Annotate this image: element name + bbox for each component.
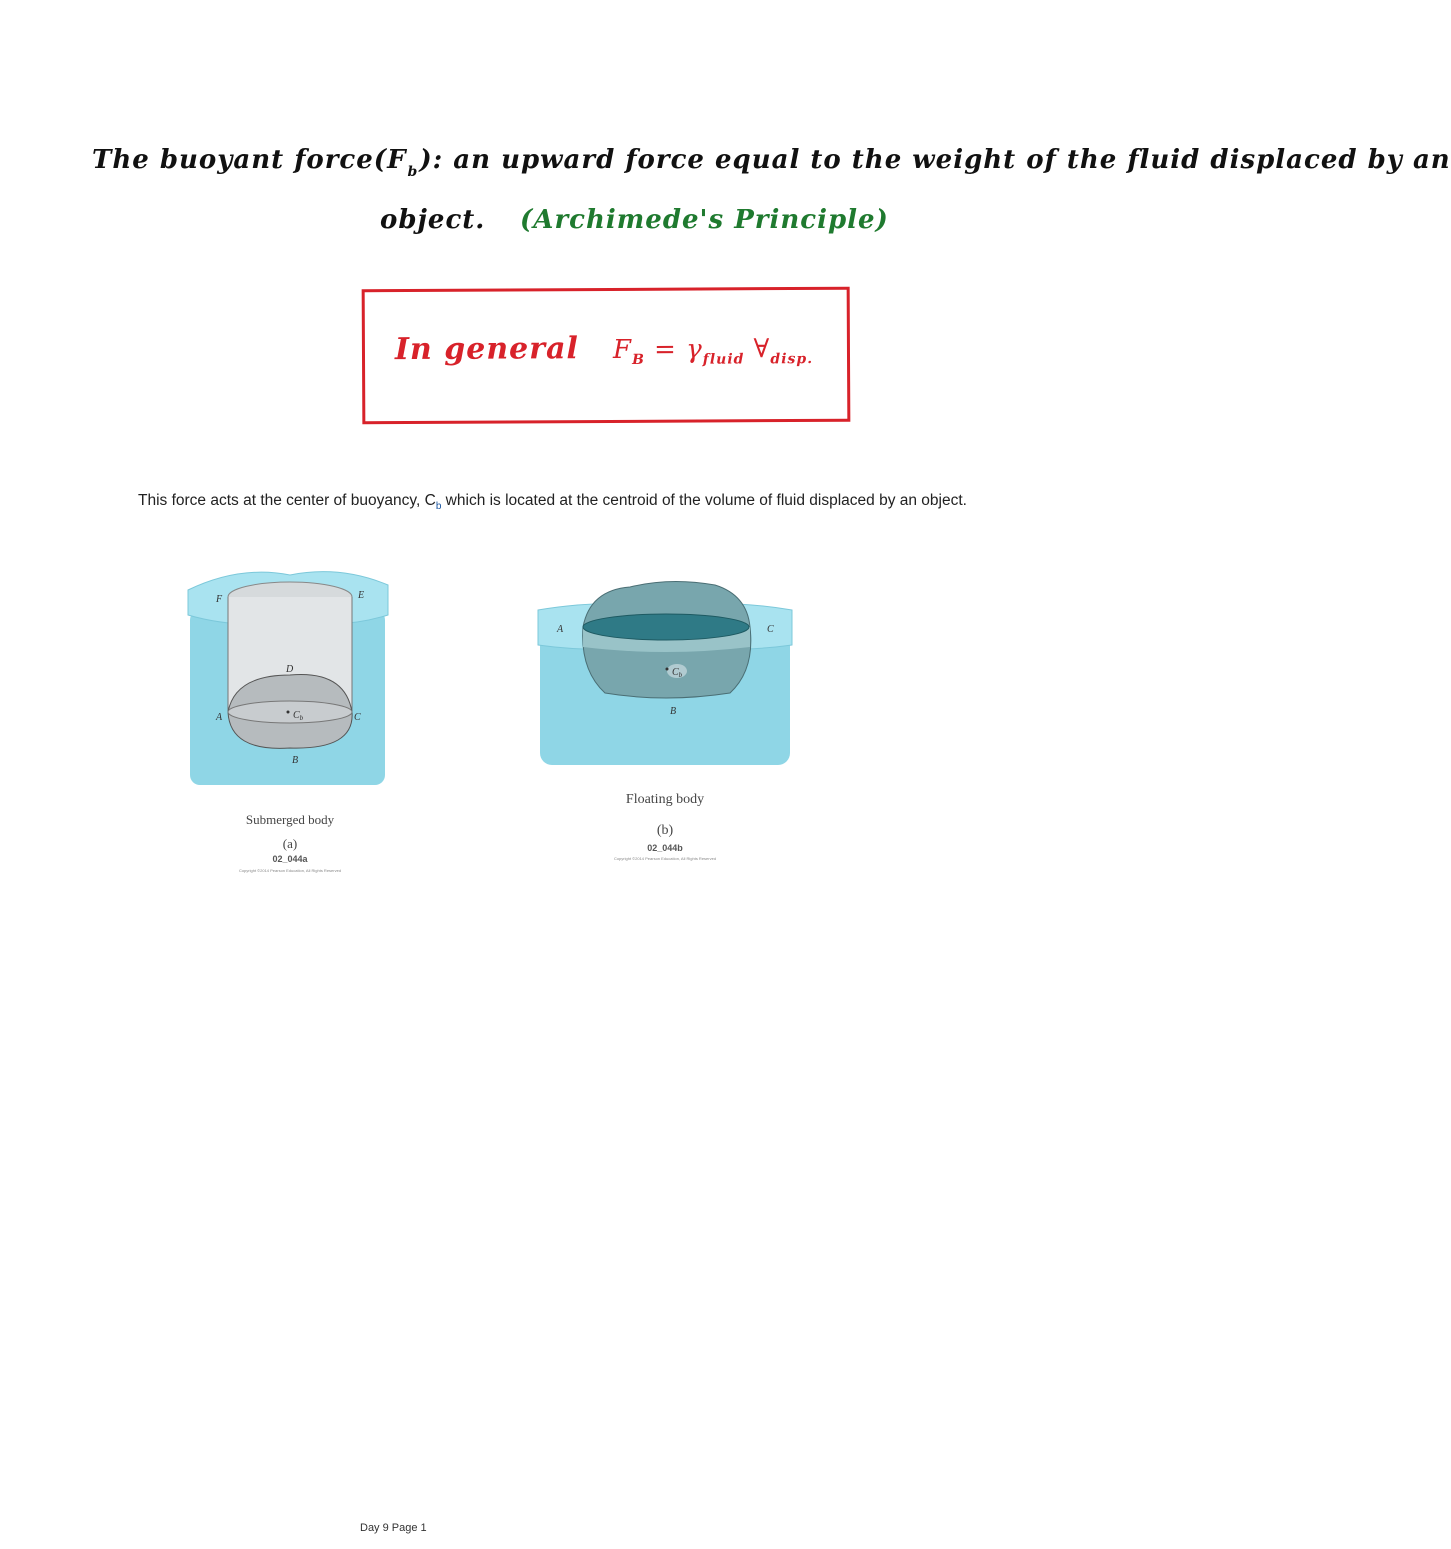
label-c-right: C — [354, 712, 361, 723]
definition-text-start: The buoyant force(F — [92, 145, 407, 175]
formula-f: F — [612, 334, 633, 365]
label-a-b: A — [557, 624, 564, 635]
caption-b: Floating body — [625, 792, 705, 807]
caption-letter-a: (a) — [282, 836, 298, 851]
figure-code-a: 02_044a — [272, 854, 308, 864]
body-text-subscript: b — [435, 501, 442, 513]
label-f: F — [216, 594, 223, 605]
figure-code-b: 02_044b — [647, 843, 683, 853]
page-footer: Day 9 Page 1 — [360, 1522, 427, 1534]
label-b-bottom: B — [292, 755, 299, 766]
definition-subscript-b: b — [407, 164, 419, 180]
body-text-end: which is located at the centroid of the volume of fluid displaced by an object. — [441, 492, 967, 509]
caption-a: Submerged body — [245, 812, 335, 827]
centroid-dot-b — [666, 668, 669, 671]
formula-gamma-sub: fluid — [702, 351, 745, 368]
label-c-b: C — [767, 624, 774, 635]
handwritten-definition-line2: object. — [380, 205, 486, 235]
caption-letter-b: (b) — [656, 823, 674, 838]
body-text-start: This force acts at the center of buoyancy, C — [138, 492, 436, 509]
in-general-label: In general — [394, 331, 579, 368]
label-e: E — [358, 590, 365, 601]
center-of-buoyancy-text — [138, 492, 967, 512]
formula-equals: = — [654, 334, 678, 365]
copyright-b: Copyright ©2014 Pearson Education, All Rights Reserved — [613, 856, 717, 861]
definition-text-end: ): an upward force equal to the weight of the fluid displaced by an — [419, 145, 1451, 175]
formula-box — [362, 287, 851, 425]
label-cb-b: $C_b$ — [672, 667, 683, 679]
copyright-a: Copyright ©2014 Pearson Education, All Rights Reserved — [238, 868, 342, 873]
centroid-dot-a — [287, 711, 290, 714]
submerged-body-figure — [180, 560, 395, 800]
label-d: D — [286, 664, 294, 675]
waterline-plane-b — [583, 614, 749, 640]
handwritten-definition-line1 — [92, 145, 1451, 180]
formula-f-sub: B — [632, 351, 645, 369]
object-midplane-a — [228, 701, 352, 723]
archimedes-principle-note: (Archimede's Principle) — [520, 205, 889, 235]
formula-volume-sub: disp. — [770, 351, 814, 368]
formula-volume: ∀ — [753, 334, 771, 365]
floating-body-figure — [535, 575, 795, 770]
label-cb-a: $C_b$ — [293, 710, 304, 722]
buoyant-force-formula — [613, 334, 813, 368]
label-a-left: A — [216, 712, 223, 723]
label-b-b: B — [670, 706, 677, 717]
formula-gamma: γ — [686, 334, 703, 365]
